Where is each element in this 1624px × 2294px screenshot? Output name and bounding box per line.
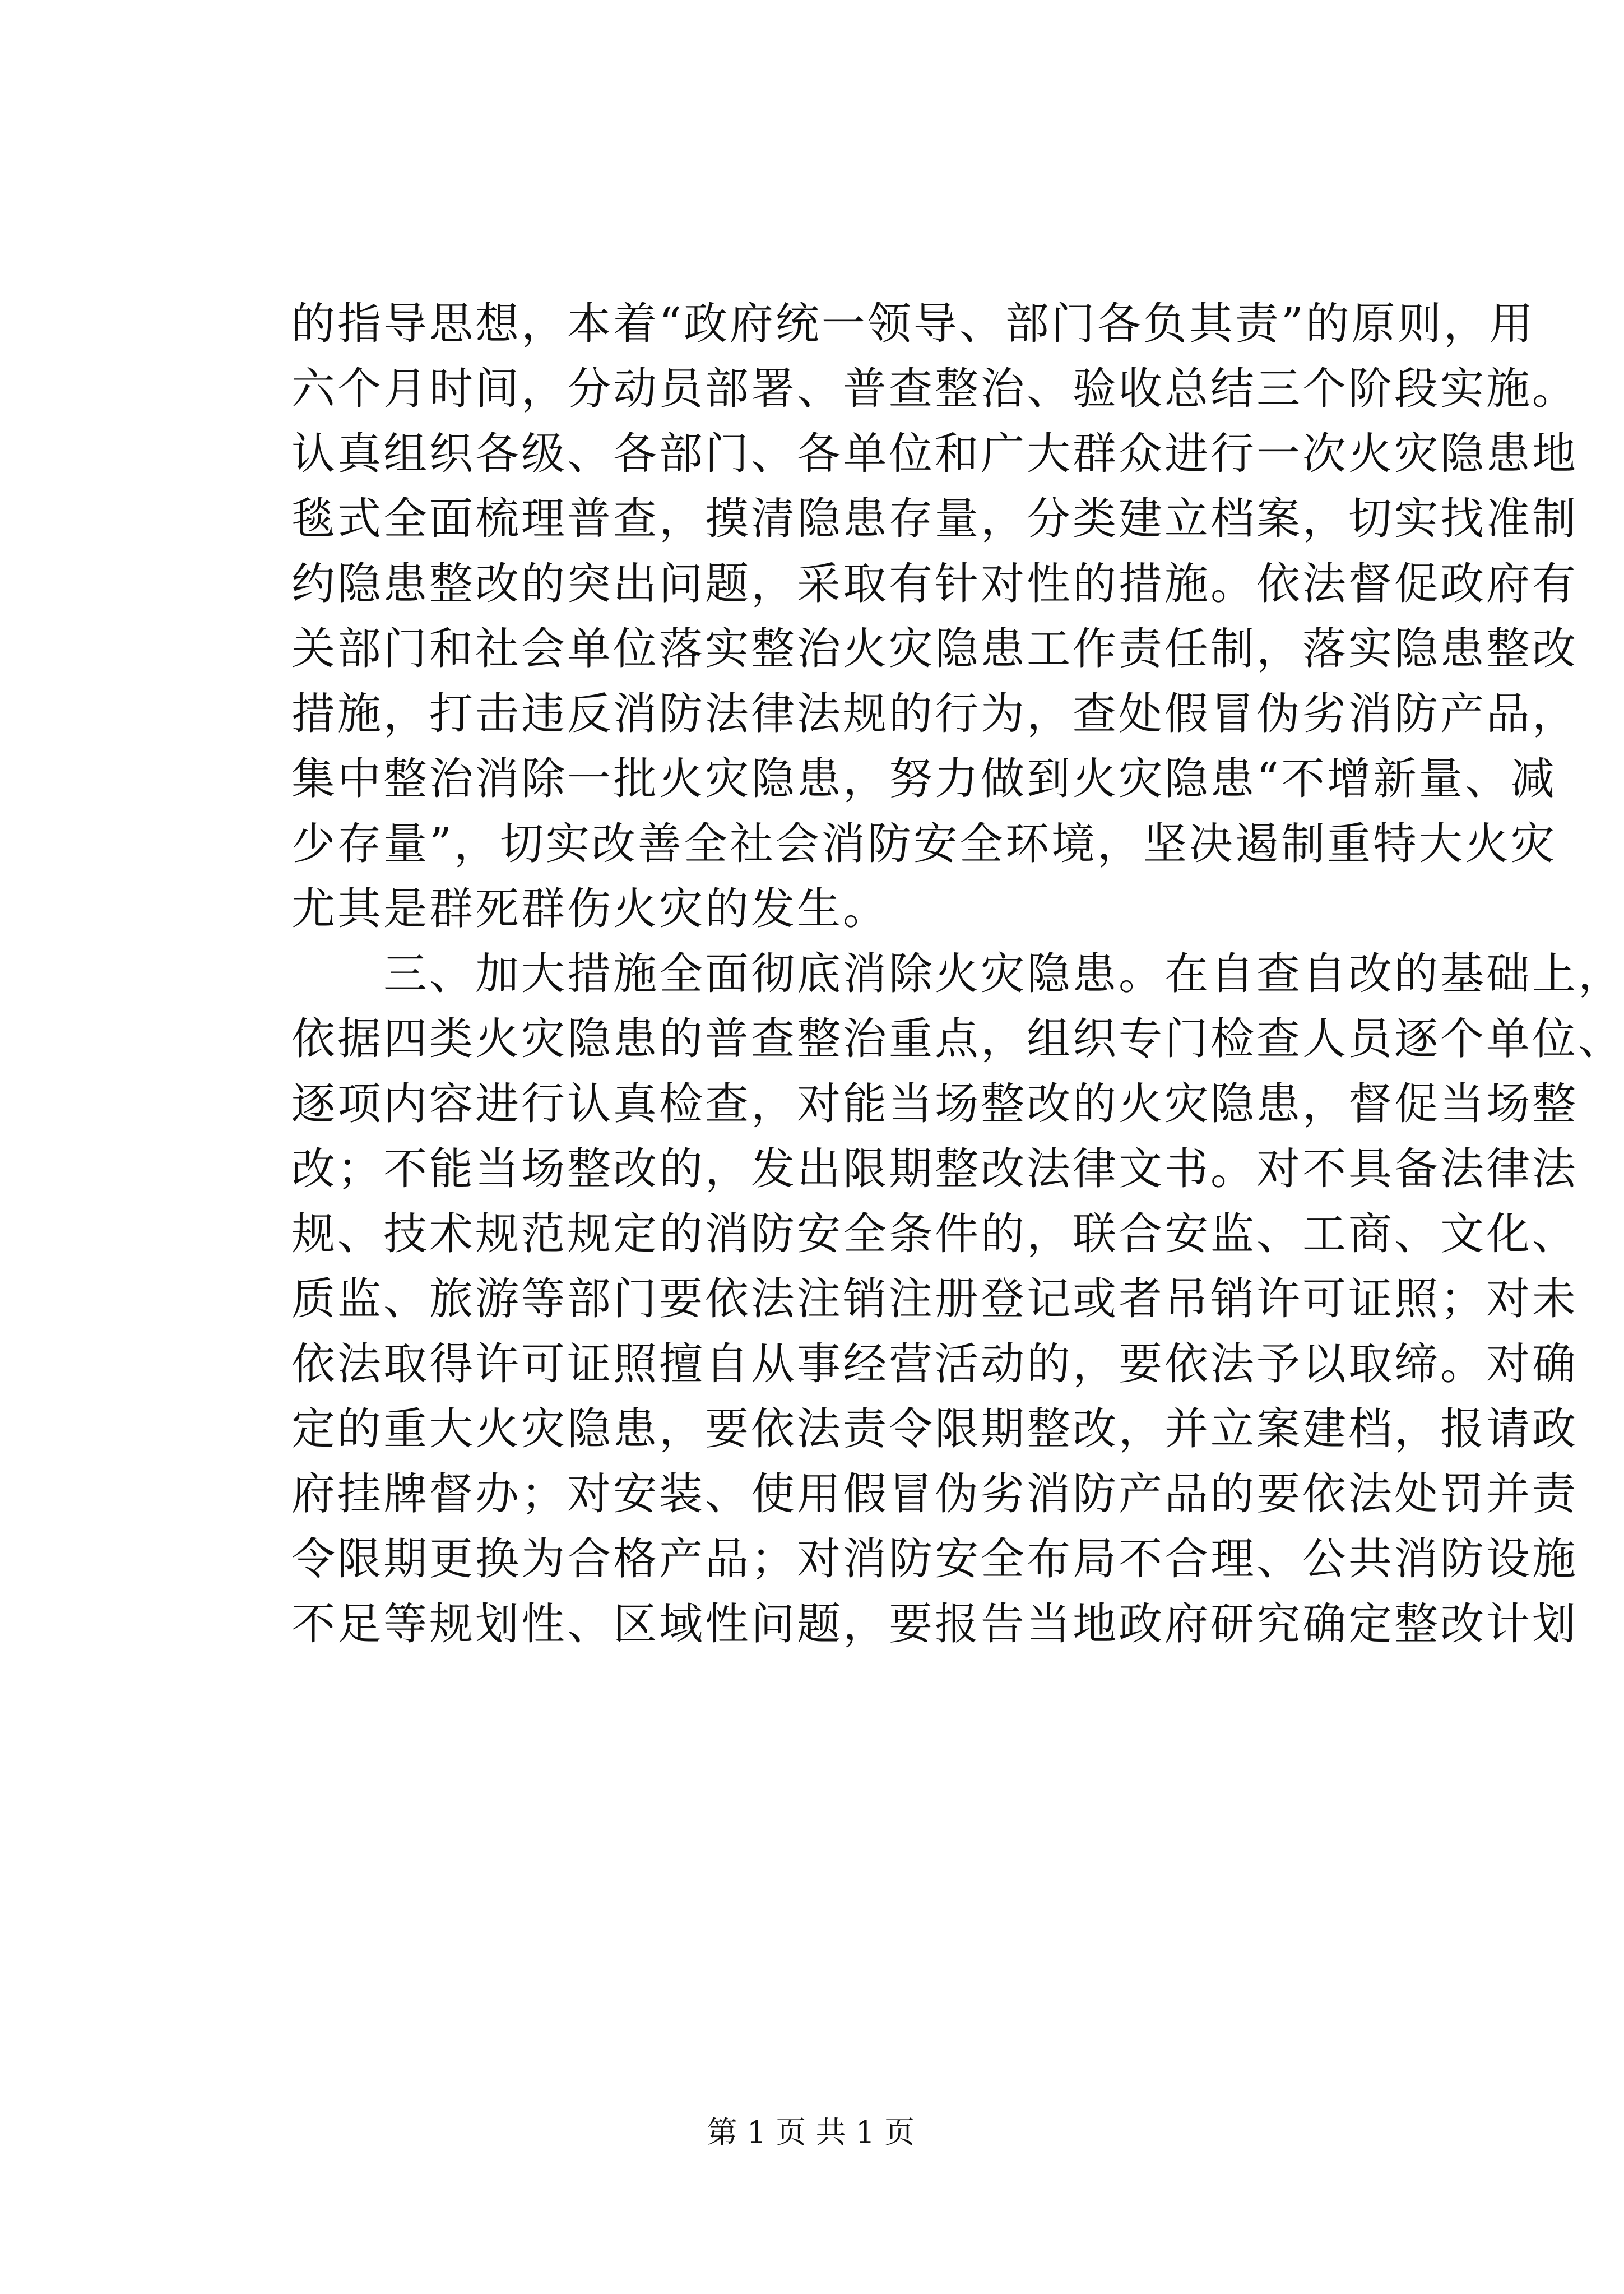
text-line: 认真组织各级、各部门、各单位和广大群众进行一次火灾隐患地 bbox=[291, 429, 1579, 479]
text-line: 规、技术规范规定的消防安全条件的，联合安监、工商、文化、 bbox=[291, 1209, 1579, 1259]
text-line: 依据四类火灾隐患的普查整治重点，组织专门检查人员逐个单位、 bbox=[291, 1014, 1624, 1064]
text-line: 尤其是群死群伤火灾的发生。 bbox=[291, 884, 889, 934]
page-number-label: 第 1 页 共 1 页 bbox=[707, 2115, 915, 2150]
text-line: 约隐患整改的突出问题，采取有针对性的措施。依法督促政府有 bbox=[291, 559, 1579, 609]
text-line: 逐项内容进行认真检查，对能当场整改的火灾隐患，督促当场整 bbox=[291, 1079, 1579, 1129]
text-line: 六个月时间，分动员部署、普查整治、验收总结三个阶段实施。 bbox=[291, 364, 1579, 414]
text-line: 定的重大火灾隐患，要依法责令限期整改，并立案建档，报请政 bbox=[291, 1404, 1579, 1454]
text-line: 府挂牌督办；对安装、使用假冒伪劣消防产品的要依法处罚并责 bbox=[291, 1469, 1579, 1519]
text-line: 不足等规划性、区域性问题，要报告当地政府研究确定整改计划 bbox=[291, 1599, 1579, 1649]
text-line: 的指导思想，本着“政府统一领导、部门各负其责”的原则，用 bbox=[291, 299, 1535, 349]
page-footer bbox=[0, 2113, 1622, 2152]
text-line: 三、加大措施全面彻底消除火灾隐患。在自查自改的基础上， bbox=[291, 949, 1624, 999]
text-line: 集中整治消除一批火灾隐患，努力做到火灾隐患“不增新量、减 bbox=[291, 754, 1557, 804]
text-line: 毯式全面梳理普查，摸清隐患存量，分类建立档案，切实找准制 bbox=[291, 494, 1579, 544]
text-line: 关部门和社会单位落实整治火灾隐患工作责任制，落实隐患整改 bbox=[291, 624, 1579, 674]
text-line: 依法取得许可证照擅自从事经营活动的，要依法予以取缔。对确 bbox=[291, 1339, 1579, 1389]
body-text bbox=[291, 291, 1624, 1657]
text-line: 措施，打击违反消防法律法规的行为，查处假冒伪劣消防产品， bbox=[291, 689, 1579, 739]
text-line: 少存量”，切实改善全社会消防安全环境，坚决遏制重特大火灾 bbox=[291, 819, 1557, 869]
text-line: 改；不能当场整改的，发出限期整改法律文书。对不具备法律法 bbox=[291, 1144, 1579, 1194]
text-line: 质监、旅游等部门要依法注销注册登记或者吊销许可证照；对未 bbox=[291, 1274, 1579, 1324]
text-line: 令限期更换为合格产品；对消防安全布局不合理、公共消防设施 bbox=[291, 1534, 1579, 1584]
